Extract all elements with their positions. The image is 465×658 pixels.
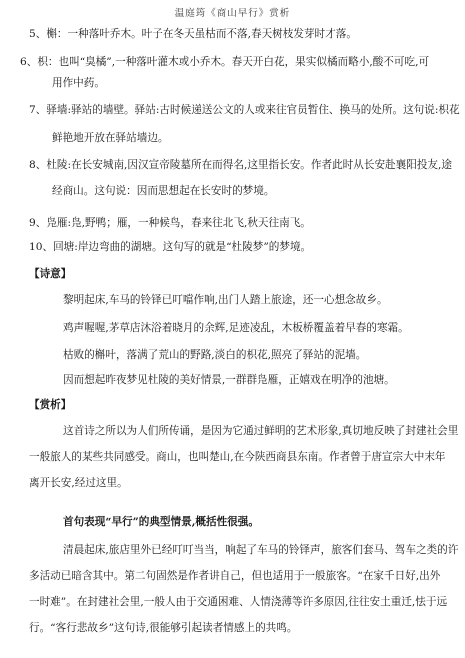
note-9: 9、凫雁:凫,野鸭；雁，一种候鸟，春来往北飞,秋天往南飞。 [29, 217, 311, 229]
page-header: 温庭筠《商山早行》赏析 [174, 8, 291, 19]
section-heading-shangxi: 【赏析】 [29, 399, 72, 411]
shangxi-p2-line1: 清晨起床,旅店里外已经叮叮当当，响起了车马的铃铎声，旅客们套马、驾车之类的许 [63, 544, 459, 556]
shiyi-line4: 因而想起昨夜梦见杜陵的美好情景,一群群凫雁，正嬉戏在明净的池塘。 [63, 374, 395, 386]
shiyi-line3: 枯败的槲叶，落满了荒山的野路,淡白的枳花,照亮了驿站的泥墙。 [63, 349, 367, 361]
section-heading-shiyi: 【诗意】 [29, 268, 72, 280]
note-6-line2: 用作中药。 [52, 77, 105, 89]
note-7-line2: 鲜艳地开放在驿站墙边。 [52, 132, 169, 144]
shangxi-p2-line2: 多活动已暗含其中。第二句固然是作者讲自己，但也适用于一般旅客。“在家千日好,出外 [29, 570, 441, 582]
note-8-line1: 8、杜陵:在长安城南,因汉宣帝陵墓所在而得名,这里指长安。作者此时从长安赴襄阳投友,途 [29, 159, 452, 171]
note-8-line2: 经商山。这句说：因而思想起在长安时的梦境。 [52, 185, 275, 197]
shangxi-subheading: 首句表现“早行”的典型情景,概括性很强。 [63, 516, 259, 528]
shiyi-line2: 鸡声喔喔,茅草店沐浴着晓月的余辉,足迹凌乱，木板桥覆盖着早春的寒霜。 [63, 322, 409, 334]
shangxi-p1-line1: 这首诗之所以为人们所传诵，是因为它通过鲜明的艺术形象,真切地反映了封建社会里 [63, 425, 459, 437]
shangxi-p2-line4: 行。“客行悲故乡”这句诗,很能够引起读者情感上的共鸣。 [29, 622, 298, 634]
note-10: 10、回塘:岸边弯曲的湖塘。这句写的就是“杜陵梦”的梦境。 [29, 241, 312, 253]
shangxi-p1-line3: 离开长安,经过这里。 [29, 477, 128, 489]
shangxi-p1-line2: 一般旅人的某些共同感受。商山，也叫楚山,在今陕西商县东南。作者曾于唐宣宗大中末年 [29, 451, 446, 463]
shiyi-line1: 黎明起床,车马的铃铎已叮噹作响,出门人踏上旅途，还一心想念故乡。 [63, 294, 388, 306]
shangxi-p2-line3: 一时难”。在封建社会里,一般人由于交通困难、人情浇薄等许多原因,往往安土重迁,怯于远 [29, 596, 448, 608]
note-6-line1: 6、枳：也叫“臭橘”,一种落叶灌木或小乔木。春天开白花，果实似橘而略小,酸不可吃,可 [20, 56, 430, 68]
note-5: 5、槲：一种落叶乔木。叶子在冬天虽枯而不落,春天树枝发芽时才落。 [29, 28, 357, 40]
note-7-line1: 7、驿墙:驿站的墙壁。驿站:古时候递送公文的人或来往官员暂住、换马的处所。这句说:枳花 [29, 104, 460, 116]
